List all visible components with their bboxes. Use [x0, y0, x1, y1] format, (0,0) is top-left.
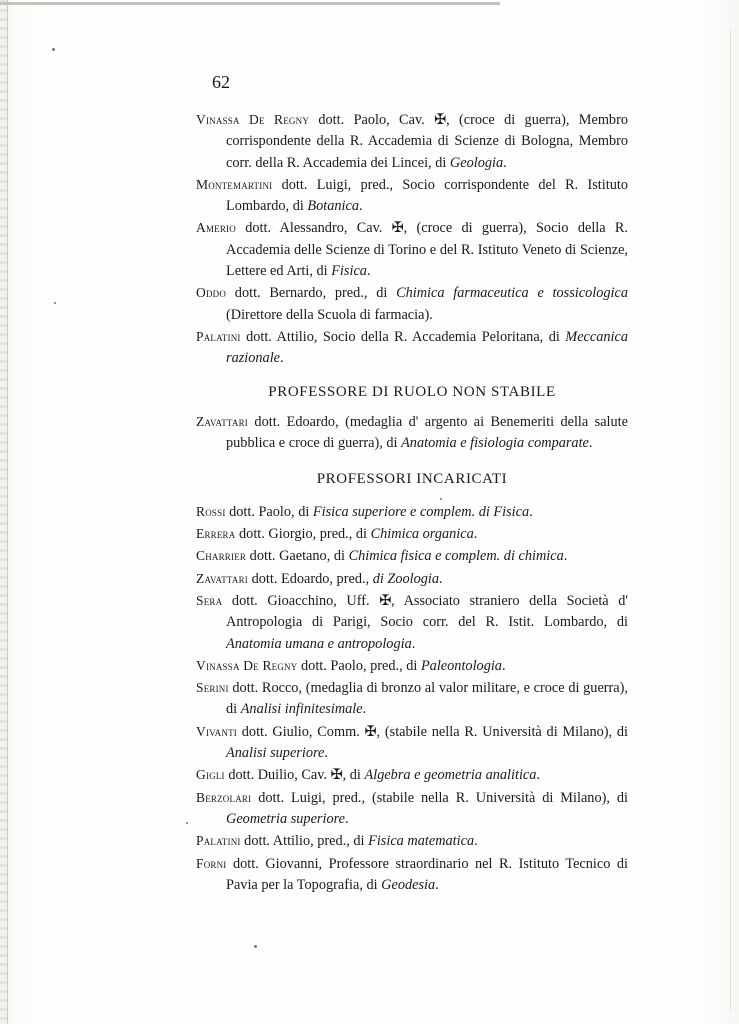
- faculty-entry: [196, 853, 628, 897]
- faculty-entry: [196, 501, 628, 523]
- professor-name: Oddo: [196, 285, 227, 301]
- entry-suffix: .: [280, 350, 284, 367]
- entry-suffix: .: [439, 570, 443, 587]
- professor-details: dott. Paolo, pred., di: [297, 657, 421, 674]
- faculty-entry: [196, 764, 628, 786]
- course-subject: Anatomia e fisiologia comparate: [401, 435, 589, 452]
- entry-suffix: .: [536, 767, 540, 784]
- entry-suffix: (Direttore della Scuola di farmacia).: [226, 306, 433, 323]
- professor-details: dott. Giovanni, Professore straordinario nel R. Istituto Tecnico di Pavia per la Topografia, di: [226, 855, 628, 893]
- entry-suffix: .: [362, 701, 367, 718]
- professor-name: Vinassa De Regny: [196, 657, 298, 673]
- professor-details: dott. Gaetano, di: [246, 548, 349, 565]
- course-subject: Botanica: [307, 198, 360, 215]
- professor-name: Charrier: [196, 548, 247, 564]
- professor-details: dott. Edoardo, (medaglia d' argento ai Benemeriti della salute pubblica e croce di guerra), di: [226, 413, 628, 452]
- entry-suffix: .: [503, 154, 507, 171]
- professor-name: Palatini: [196, 833, 241, 849]
- section-heading: PROFESSORI INCARICATI: [316, 471, 508, 488]
- entry-suffix: .: [435, 876, 439, 893]
- faculty-entry: [196, 655, 628, 677]
- course-subject: Chimica fisica e complem. di chimica: [348, 548, 564, 565]
- page-number: 62: [212, 72, 230, 92]
- professor-name: Montemartini: [196, 176, 273, 192]
- entry-suffix: .: [324, 745, 328, 762]
- entry-suffix: .: [411, 635, 416, 652]
- course-subject: Meccanica razionale: [226, 328, 628, 367]
- course-subject: Fisica superiore e complem. di Fisica: [312, 503, 530, 520]
- professor-details: dott. Alessandro, Cav. ✠, (croce di guerra), Socio della R. Accademia delle Scienze di Torino e del R. Istituto Veneto di Scienze, Lettere ed Arti, di: [226, 220, 628, 280]
- entry-suffix: .: [359, 198, 363, 215]
- faculty-entry: [196, 282, 628, 326]
- faculty-entry: [196, 523, 628, 545]
- faculty-entry: [196, 545, 628, 567]
- professor-name: Gigli: [196, 767, 225, 783]
- course-subject: Chimica organica: [370, 526, 474, 543]
- professor-name: Zavattari: [196, 570, 249, 586]
- faculty-entry: [196, 217, 628, 282]
- faculty-entry: [196, 787, 628, 831]
- course-subject: Geodesia: [381, 876, 436, 893]
- professor-name: Rossi: [196, 503, 226, 519]
- entry-suffix: .: [529, 503, 533, 520]
- faculty-entry: [196, 411, 628, 455]
- course-subject: Geologia: [449, 154, 504, 171]
- entry-suffix: .: [473, 526, 478, 543]
- professor-details: dott. Attilio, pred., di: [240, 833, 369, 850]
- faculty-entry: [196, 721, 628, 765]
- professor-name: Vivanti: [196, 723, 237, 739]
- professor-details: dott. Paolo, Cav. ✠, (croce di guerra), Membro corrispondente della R. Accademia di Scienze di Bologna, Membro corr. della R. Accademia dei Lincei, di: [226, 112, 628, 171]
- professor-name: Zavattari: [196, 413, 249, 429]
- professor-details: dott. Edoardo, pred.,: [248, 570, 373, 587]
- professor-details: dott. Luigi, pred., Socio corrispondente del R. Istituto Lombardo, di: [226, 176, 628, 215]
- faculty-entry: [196, 677, 628, 721]
- professor-details: dott. Giulio, Comm. ✠, (stabile nella R. Università di Milano), di: [236, 723, 628, 740]
- entry-suffix: .: [563, 548, 568, 565]
- entry-suffix: .: [501, 657, 506, 674]
- course-subject: Analisi infinitesimale: [240, 701, 363, 718]
- course-subject: Geometria superiore: [226, 810, 345, 827]
- entry-suffix: .: [345, 810, 349, 827]
- faculty-entry: [196, 830, 628, 852]
- page-right-edge: [730, 30, 731, 1010]
- professor-name: Palatini: [196, 328, 241, 344]
- professor-details: dott. Bernardo, pred., di: [226, 285, 397, 302]
- section-heading: PROFESSORE DI RUOLO NON STABILE: [268, 383, 556, 400]
- course-subject: Chimica farmaceutica e tossicologica: [396, 285, 628, 302]
- page-top-edge: [0, 2, 500, 5]
- faculty-entry: [196, 174, 628, 218]
- professor-name: Berzolari: [196, 789, 252, 805]
- professor-name: Amerio: [196, 220, 236, 236]
- faculty-entry: [196, 590, 628, 655]
- professor-name: Errera: [196, 526, 236, 542]
- course-subject: Analisi superiore: [226, 745, 325, 762]
- professor-name: Vinassa De Regny: [196, 112, 310, 127]
- faculty-listing: [196, 109, 628, 896]
- professor-details: dott. Giorgio, pred., di: [235, 526, 371, 543]
- course-subject: di Zoologia: [372, 570, 440, 587]
- course-subject: Fisica: [331, 263, 367, 280]
- professor-details: dott. Attilio, Socio della R. Accademia Peloritana, di: [240, 328, 566, 345]
- faculty-entry: [196, 326, 628, 370]
- page-binding-edge: [0, 0, 8, 1024]
- course-subject: Anatomia umana e antropologia: [226, 635, 412, 652]
- faculty-entry: [196, 109, 628, 174]
- professor-details: dott. Rocco, (medaglia di bronzo al valor militare, e croce di guerra), di: [226, 680, 628, 718]
- course-subject: Paleontologia: [420, 657, 502, 674]
- entry-suffix: .: [474, 833, 478, 850]
- course-subject: Algebra e geometria analitica: [364, 767, 537, 784]
- professor-details: dott. Paolo, di: [225, 503, 313, 520]
- professor-name: Sera: [196, 592, 223, 608]
- entry-suffix: .: [366, 263, 371, 280]
- professor-details: dott. Luigi, pred., (stabile nella R. Università di Milano), di: [251, 789, 628, 806]
- faculty-entry: [196, 568, 628, 590]
- professor-details: dott. Duilio, Cav. ✠, di: [224, 767, 365, 784]
- professor-name: Forni: [196, 855, 227, 871]
- professor-name: Serini: [196, 680, 229, 696]
- course-subject: Fisica matematica: [368, 833, 475, 850]
- entry-suffix: .: [588, 435, 593, 452]
- professor-details: dott. Gioacchino, Uff. ✠, Associato straniero della Società d' Antropologia di Parigi, Socio corr. del R. Istit. Lombardo, di: [222, 592, 628, 631]
